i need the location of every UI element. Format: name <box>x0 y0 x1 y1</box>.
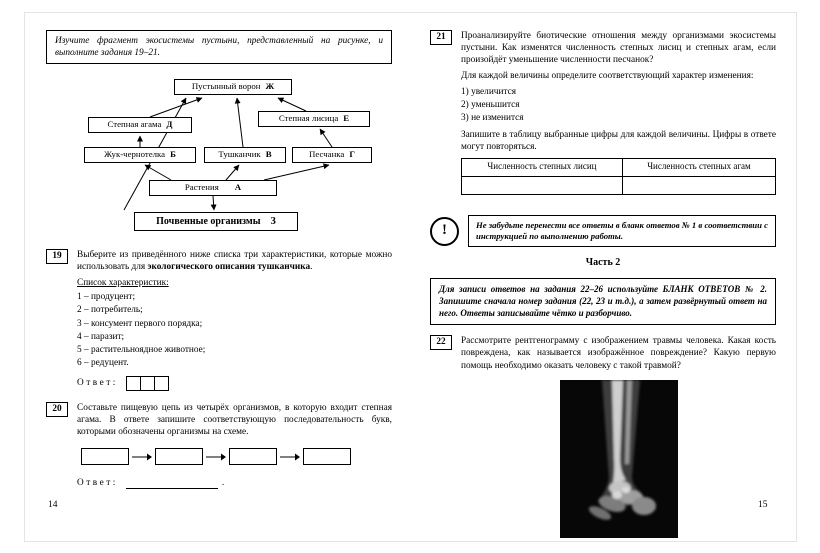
answer-label: Ответ: <box>77 378 118 389</box>
diagram-node-agama <box>88 117 192 133</box>
task-22-number: 22 <box>430 335 452 350</box>
node-label: Пустынный ворон <box>191 81 261 92</box>
task-19 <box>46 249 392 391</box>
answer-cell-1[interactable] <box>126 376 141 391</box>
table-answer-cell-agamas[interactable] <box>622 176 775 194</box>
node-label: Песчанка <box>309 149 345 160</box>
diagram-node-fox <box>258 111 370 127</box>
answer-cell-2[interactable] <box>140 376 155 391</box>
node-letter: Е <box>343 113 350 124</box>
task-19-text-bold: экологического описания тушканчика <box>147 262 311 273</box>
task-19-list-title: Список характеристик: <box>77 278 169 289</box>
answer-cell-3[interactable] <box>154 376 169 391</box>
right-arrow-icon <box>132 452 152 462</box>
node-letter: В <box>265 149 272 160</box>
answer-blank-line[interactable] <box>126 478 218 489</box>
diagram-node-soil-organisms <box>134 212 298 231</box>
right-arrow-icon <box>206 452 226 462</box>
node-label: Растения <box>184 182 219 193</box>
task-20 <box>46 402 392 489</box>
chain-box-4[interactable] <box>303 448 351 465</box>
task-19-option-4: 4 – паразит; <box>77 331 125 342</box>
task-19-option-5: 5 – растительноядное животное; <box>77 344 206 355</box>
xray-figure <box>461 380 776 542</box>
node-label: Почвенные организмы <box>156 216 261 228</box>
task-19-text-before: Выберите из приведённого ниже списка три характеристики, которые можно использовать для <box>77 250 392 273</box>
chain-box-1[interactable] <box>81 448 129 465</box>
task-22-text: Рассмотрите рентгенограмму с изображением травмы человека. Какая кость повреждена, как называется изображённое повреждение? Какую первую помощь необходимо оказать человеку с такой травмой? <box>461 336 776 371</box>
task-19-answer-row <box>77 376 392 391</box>
page-number-15: 15 <box>758 500 768 510</box>
node-letter: А <box>234 182 242 193</box>
page-number-14: 14 <box>48 500 58 510</box>
part-2-heading: Часть 2 <box>585 257 621 269</box>
answer-sheet-reminder <box>430 215 776 248</box>
task-19-option-2: 2 – потребитель; <box>77 305 143 316</box>
task-21-prompt2: Запишите в таблицу выбранные цифры для каждой величины. Цифры в ответе могут повторяться. <box>461 129 776 152</box>
right-arrow-icon <box>280 452 300 462</box>
table-header-agamas: Численность степных агам <box>622 158 775 176</box>
table-header-foxes: Численность степных лисиц <box>462 158 623 176</box>
task-19-option-1: 1 – продуцент; <box>77 292 136 303</box>
task-20-answer-row <box>77 477 392 489</box>
chain-box-3[interactable] <box>229 448 277 465</box>
diagram-node-raven <box>174 79 292 95</box>
task-21-number: 21 <box>430 30 452 45</box>
reminder-text: Не забудьте перенести все ответы в бланк ответов № 1 в соответствии с инструкцией по выполнению работы. <box>468 215 776 248</box>
intro-text: Изучите фрагмент экосистемы пустыни, представленный на рисунке, и выполните задания 19–21. <box>55 36 383 59</box>
task-21-option-1: 1) увеличится <box>461 87 517 98</box>
xray-image <box>560 380 678 538</box>
node-label: Степная лисица <box>278 113 339 124</box>
task-21-answer-table <box>461 158 776 195</box>
table-answer-cell-foxes[interactable] <box>462 176 623 194</box>
task-19-option-3: 3 – консумент первого порядка; <box>77 318 203 329</box>
task-20-number: 20 <box>46 402 68 417</box>
task-20-text: Составьте пищевую цепь из четырёх организмов, в которую входит степная агама. В ответе запишите соответствующую последовательность букв, которыми обозначены организмы на схеме. <box>77 402 392 438</box>
page-15 <box>430 30 776 553</box>
task-21 <box>430 30 776 204</box>
node-letter: Ж <box>265 81 275 92</box>
exclamation-icon: ! <box>430 217 459 246</box>
node-letter: Д <box>166 119 173 130</box>
task-21-prompt: Для каждой величины определите соответствующий характер изменения: <box>461 71 754 82</box>
food-chain-blanks <box>81 448 392 465</box>
node-label: Степная агама <box>107 119 162 130</box>
part-2-instruction-box: Для записи ответов на задания 22–26 используйте БЛАНК ОТВЕТОВ № 2. Запишите сначала номер задания (22, 23 и т.д.), а затем развёрнутый ответ на него. Ответы записывайте чётко и разборчиво. <box>430 278 776 325</box>
node-label: Тушканчик <box>218 149 261 160</box>
chain-box-2[interactable] <box>155 448 203 465</box>
task-19-text-after: . <box>310 262 313 273</box>
diagram-node-beetle <box>84 147 196 163</box>
task-19-text <box>77 249 392 273</box>
page-14 <box>46 30 392 500</box>
task-19-option-6: 6 – редуцент. <box>77 357 129 368</box>
node-letter: Б <box>170 149 176 160</box>
ecosystem-diagram <box>46 73 392 237</box>
task-21-text: Проанализируйте биотические отношения между организмами экосистемы пустыни. Как изменятся численность степных лисиц и степных агам, если произойдёт уменьшение численности песчанок? <box>461 31 776 66</box>
answer-period: . <box>221 478 225 489</box>
task-21-option-3: 3) не изменится <box>461 113 524 124</box>
intro-instruction-box <box>46 30 392 64</box>
task-22 <box>430 335 776 541</box>
task-19-number: 19 <box>46 249 68 264</box>
task-21-option-2: 2) уменьшится <box>461 100 520 111</box>
node-letter: Г <box>349 149 355 160</box>
diagram-node-jerboa <box>204 147 286 163</box>
node-label: Жук-чернотелка <box>104 149 166 160</box>
diagram-node-gerbil <box>292 147 372 163</box>
answer-label: Ответ: <box>77 478 118 489</box>
diagram-node-plants <box>149 180 277 196</box>
node-letter: З <box>270 216 276 228</box>
